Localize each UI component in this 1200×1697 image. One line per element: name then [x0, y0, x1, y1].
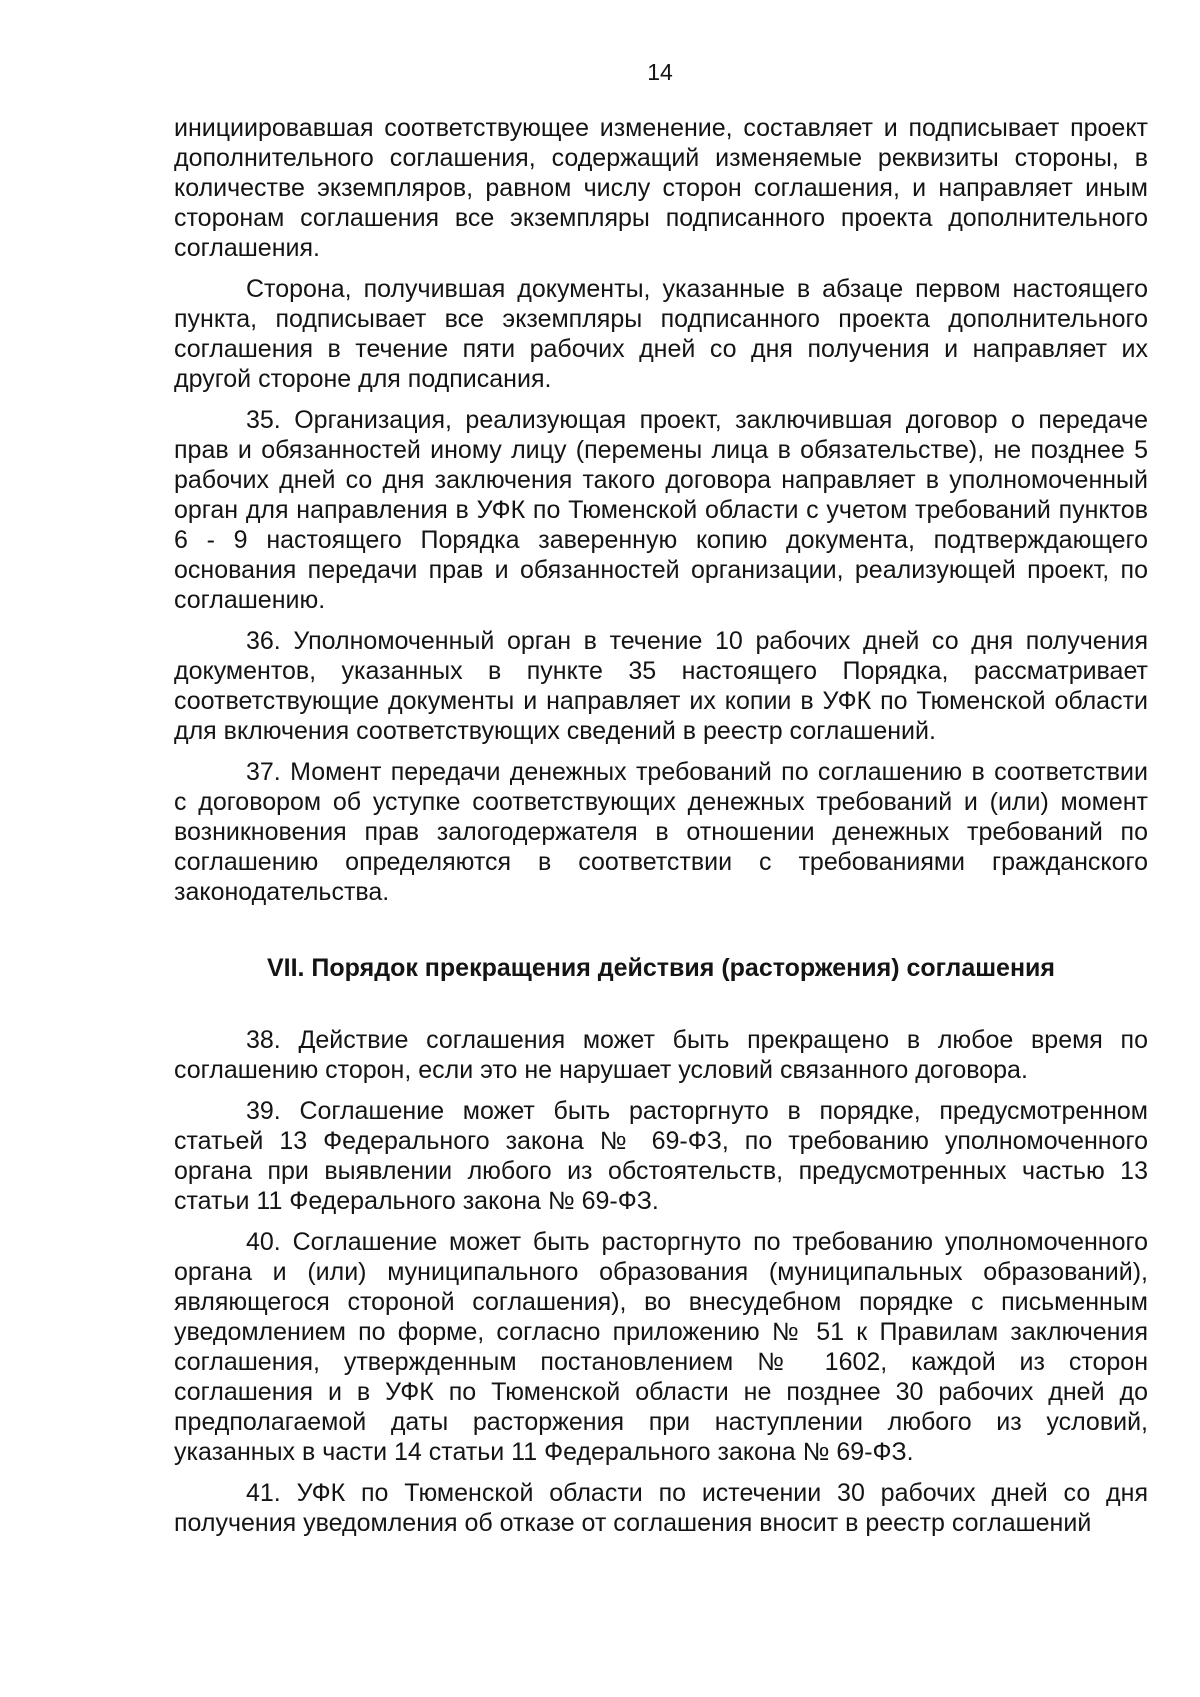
paragraph-item-35: 35. Организация, реализующая проект, заключившая договор о передаче прав и обязанностей иному лицу (перемены лица в обязательстве), не позднее 5 рабочих дней со дня заключения такого договора направляет в уполномоченный орган для направления в УФК по Тюменской области с учетом требований пунктов 6 - 9 настоящего Порядка заверенную копию документа, подтверждающего основания передачи прав и обязанностей организации, реализующей проект, по соглашению. [174, 406, 1148, 614]
paragraph-item-40: 40. Соглашение может быть расторгнуто по требованию уполномоченного органа и (или) муниципального образования (муниципальных образований), являющегося стороной соглашения), во внесудебном порядке с письменным уведомлением по форме, согласно приложению № 51 к Правилам заключения соглашения, утвержденным постановлением № 1602, каждой из сторон соглашения и в УФК по Тюменской области не позднее 30 рабочих дней до предполагаемой даты расторжения при наступлении любого из условий, указанных в части 14 статьи 11 Федерального закона № 69-ФЗ. [174, 1228, 1148, 1466]
document-body [174, 113, 1148, 1549]
paragraph-item-37: 37. Момент передачи денежных требований по соглашению в соответствии с договором об уступке соответствующих денежных требований и (или) момент возникновения прав залогодержателя в отношении денежных требований по соглашению определяются в соответствии с требованиями гражданского законодательства. [174, 758, 1148, 906]
section-heading: VII. Порядок прекращения действия (расторжения) соглашения [266, 954, 1056, 982]
paragraph-item-39: 39. Соглашение может быть расторгнуто в порядке, предусмотренном статьей 13 Федерального закона № 69-ФЗ, по требованию уполномоченного органа при выявлении любого из обстоятельств, предусмотренных частью 13 статьи 11 Федерального закона № 69-ФЗ. [174, 1097, 1148, 1215]
paragraph-item-38: 38. Действие соглашения может быть прекращено в любое время по соглашению сторон, если это не нарушает условий связанного договора. [174, 1026, 1148, 1084]
page-number: 14 [647, 59, 673, 85]
paragraph-item-36: 36. Уполномоченный орган в течение 10 рабочих дней со дня получения документов, указанных в пункте 35 настоящего Порядка, рассматривает соответствующие документы и направляет их копии в УФК по Тюменской области для включения соответствующих сведений в реестр соглашений. [174, 627, 1148, 745]
paragraph-continuation: инициировавшая соответствующее изменение, составляет и подписывает проект дополнительного соглашения, содержащий изменяемые реквизиты стороны, в количестве экземпляров, равном числу сторон соглашения, и направляет иным сторонам соглашения все экземпляры подписанного проекта дополнительного соглашения. [174, 114, 1148, 262]
paragraph-item-41: 41. УФК по Тюменской области по истечении 30 рабочих дней со дня получения уведомления об отказе от соглашения вносит в реестр соглашений [174, 1479, 1148, 1537]
paragraph: Сторона, получившая документы, указанные в абзаце первом настоящего пункта, подписывает все экземпляры подписанного проекта дополнительного соглашения в течение пяти рабочих дней со дня получения и направляет их другой стороне для подписания. [174, 275, 1148, 393]
